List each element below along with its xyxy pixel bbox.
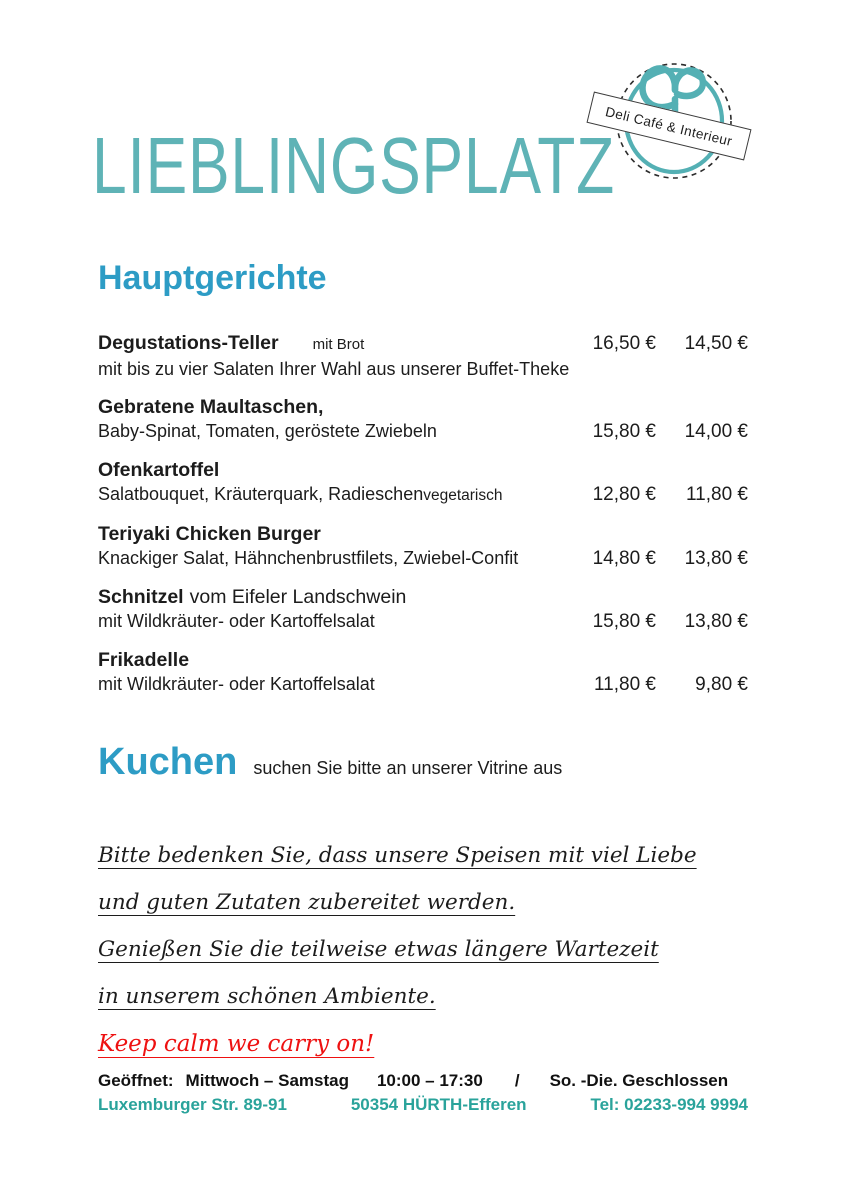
menu-item-desc-row	[98, 419, 748, 444]
note-line: Genießen Sie die teilweise etwas längere Wartezeit	[98, 937, 659, 963]
brand-wordmark: LIEBLINGSPLATZ	[92, 121, 616, 210]
address-street: Luxemburger Str. 89-91	[98, 1095, 287, 1114]
item-description: Salatbouquet, Kräuterquark, Radieschen	[98, 484, 424, 505]
menu-item-name-row	[98, 331, 748, 357]
item-name: Ofenkartoffel	[98, 459, 220, 482]
item-price-regular: 14,80 €	[592, 548, 656, 570]
menu-item-name-row	[98, 395, 748, 419]
section-title-hauptgerichte: Hauptgerichte	[98, 259, 327, 297]
menu-item	[98, 648, 748, 697]
hours-time: 10:00 – 17:30	[376, 1071, 483, 1090]
menu-item-name-row	[98, 458, 748, 482]
item-name: Degustations-Teller	[98, 332, 279, 355]
item-price-small: 14,50 €	[684, 333, 748, 355]
item-price-regular: 11,80 €	[594, 674, 656, 696]
note-line: und guten Zutaten zubereitet werden.	[98, 890, 516, 916]
item-price-regular: 16,50 €	[592, 333, 656, 355]
motto-line: Keep calm we carry on!	[98, 1031, 375, 1058]
menu-item-name-row	[98, 585, 748, 609]
item-price-small: 14,00 €	[684, 421, 748, 443]
address-city: 50354 HÜRTH-Efferen	[350, 1095, 527, 1114]
item-description: Knackiger Salat, Hähnchenbrustfilets, Zwiebel-Confit	[98, 548, 519, 569]
item-price-small: 11,80 €	[686, 484, 748, 506]
menu-item-name-row	[98, 522, 748, 546]
item-price-small: 13,80 €	[684, 548, 748, 570]
menu-content	[98, 260, 748, 1058]
hours-days: Mittwoch – Samstag	[185, 1071, 349, 1090]
menu-item-desc-row	[98, 609, 748, 634]
section-title-kuchen: Kuchen	[98, 741, 238, 784]
menu-item	[98, 458, 748, 508]
item-note: mit Brot	[312, 336, 365, 354]
kuchen-section	[98, 741, 748, 784]
menu-item-desc-row	[98, 672, 748, 697]
menu-item-desc-row	[98, 546, 748, 571]
item-description: mit bis zu vier Salaten Ihrer Wahl aus unserer Buffet-Theke	[98, 359, 570, 380]
item-description: mit Wildkräuter- oder Kartoffelsalat	[98, 674, 375, 695]
footer	[98, 1070, 748, 1116]
hours-label: Geöffnet:	[98, 1071, 174, 1090]
item-description: Baby-Spinat, Tomaten, geröstete Zwiebeln	[98, 421, 437, 442]
item-price-regular: 15,80 €	[592, 421, 656, 443]
opening-hours	[98, 1070, 748, 1092]
item-name: Teriyaki Chicken Burger	[98, 523, 321, 546]
menu-item	[98, 585, 748, 634]
menu-item	[98, 331, 748, 381]
address-line	[98, 1094, 748, 1116]
badge-ribbon-label: Deli Café & Interieur	[604, 103, 734, 149]
hours-separator: /	[514, 1071, 520, 1090]
menu-item-desc-row	[98, 357, 748, 381]
hours-closed: So. -Die. Geschlossen	[549, 1071, 729, 1090]
note-line: in unserem schönen Ambiente.	[98, 984, 436, 1010]
item-description: mit Wildkräuter- oder Kartoffelsalat	[98, 611, 375, 632]
brand-badge	[596, 44, 776, 214]
menu-item	[98, 522, 748, 571]
item-price-regular: 15,80 €	[592, 611, 656, 633]
item-price-small: 13,80 €	[684, 611, 748, 633]
menu-item-desc-row	[98, 482, 748, 508]
item-name: Schnitzel	[98, 586, 184, 609]
item-price-small: 9,80 €	[695, 674, 748, 696]
item-diet-tag: vegetarisch	[423, 487, 503, 505]
item-price-regular: 12,80 €	[592, 484, 656, 506]
item-name: Gebratene Maultaschen,	[98, 396, 324, 419]
menu-item-list	[98, 331, 748, 697]
menu-item	[98, 395, 748, 444]
menu-item-name-row	[98, 648, 748, 672]
item-name-suffix: vom Eifeler Landschwein	[189, 586, 407, 609]
item-name: Frikadelle	[98, 649, 190, 672]
address-phone: Tel: 02233-994 9994	[590, 1095, 748, 1114]
kuchen-note: suchen Sie bitte an unserer Vitrine aus	[253, 758, 563, 779]
note-line: Bitte bedenken Sie, dass unsere Speisen mit viel Liebe	[98, 843, 697, 869]
handwritten-notes	[98, 843, 748, 1058]
